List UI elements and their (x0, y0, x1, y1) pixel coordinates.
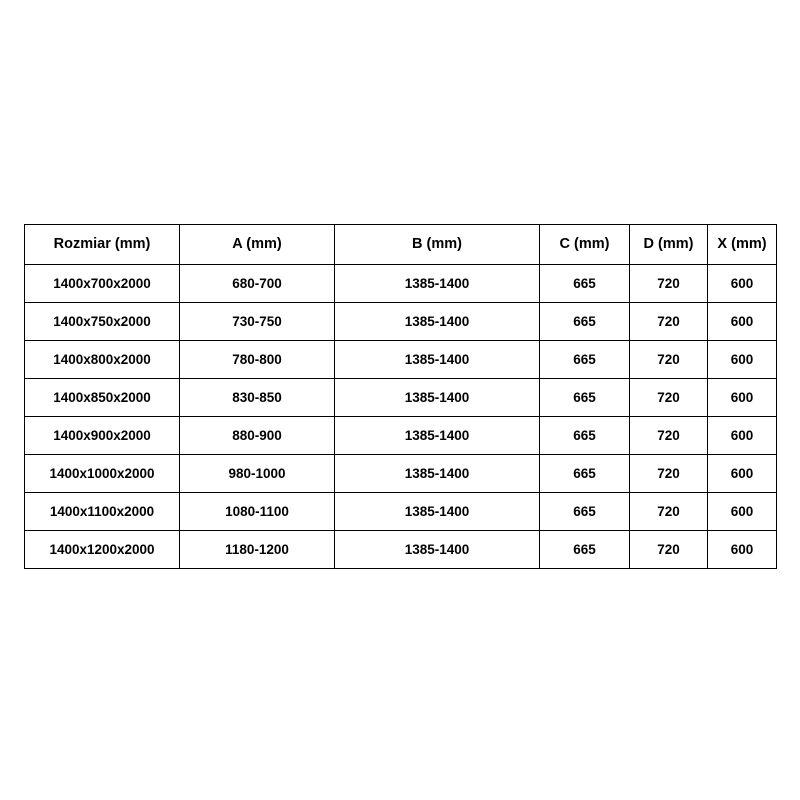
cell-c: 665 (540, 265, 630, 303)
cell-d: 720 (630, 265, 708, 303)
dimensions-table (24, 224, 777, 569)
cell-c: 665 (540, 455, 630, 493)
table-header (25, 225, 777, 265)
cell-b: 1385-1400 (335, 531, 540, 569)
cell-x: 600 (708, 379, 777, 417)
cell-b: 1385-1400 (335, 417, 540, 455)
cell-b: 1385-1400 (335, 455, 540, 493)
cell-b: 1385-1400 (335, 379, 540, 417)
cell-d: 720 (630, 493, 708, 531)
cell-x: 600 (708, 341, 777, 379)
cell-b: 1385-1400 (335, 341, 540, 379)
cell-rozmiar: 1400x1000x2000 (25, 455, 180, 493)
cell-a: 1080-1100 (180, 493, 335, 531)
column-header-rozmiar: Rozmiar (mm) (25, 225, 180, 265)
column-header-d: D (mm) (630, 225, 708, 265)
cell-x: 600 (708, 455, 777, 493)
table-row (25, 531, 777, 569)
cell-rozmiar: 1400x850x2000 (25, 379, 180, 417)
cell-x: 600 (708, 493, 777, 531)
cell-d: 720 (630, 531, 708, 569)
cell-rozmiar: 1400x1100x2000 (25, 493, 180, 531)
cell-c: 665 (540, 531, 630, 569)
cell-c: 665 (540, 379, 630, 417)
cell-d: 720 (630, 303, 708, 341)
cell-a: 780-800 (180, 341, 335, 379)
cell-rozmiar: 1400x800x2000 (25, 341, 180, 379)
table-header-row (25, 225, 777, 265)
cell-x: 600 (708, 265, 777, 303)
table-row (25, 493, 777, 531)
column-header-b: B (mm) (335, 225, 540, 265)
cell-d: 720 (630, 341, 708, 379)
cell-a: 880-900 (180, 417, 335, 455)
cell-d: 720 (630, 417, 708, 455)
cell-a: 1180-1200 (180, 531, 335, 569)
cell-a: 830-850 (180, 379, 335, 417)
table-row (25, 379, 777, 417)
cell-a: 980-1000 (180, 455, 335, 493)
cell-rozmiar: 1400x700x2000 (25, 265, 180, 303)
table-row (25, 417, 777, 455)
cell-rozmiar: 1400x750x2000 (25, 303, 180, 341)
spec-table-container (24, 224, 776, 569)
cell-rozmiar: 1400x900x2000 (25, 417, 180, 455)
table-row (25, 455, 777, 493)
cell-rozmiar: 1400x1200x2000 (25, 531, 180, 569)
cell-c: 665 (540, 417, 630, 455)
table-row (25, 341, 777, 379)
cell-d: 720 (630, 379, 708, 417)
cell-b: 1385-1400 (335, 493, 540, 531)
cell-c: 665 (540, 341, 630, 379)
column-header-x: X (mm) (708, 225, 777, 265)
cell-d: 720 (630, 455, 708, 493)
cell-c: 665 (540, 493, 630, 531)
cell-b: 1385-1400 (335, 265, 540, 303)
table-body (25, 265, 777, 569)
cell-c: 665 (540, 303, 630, 341)
table-row (25, 265, 777, 303)
cell-x: 600 (708, 417, 777, 455)
column-header-c: C (mm) (540, 225, 630, 265)
cell-a: 680-700 (180, 265, 335, 303)
table-row (25, 303, 777, 341)
cell-x: 600 (708, 303, 777, 341)
cell-a: 730-750 (180, 303, 335, 341)
cell-b: 1385-1400 (335, 303, 540, 341)
cell-x: 600 (708, 531, 777, 569)
column-header-a: A (mm) (180, 225, 335, 265)
